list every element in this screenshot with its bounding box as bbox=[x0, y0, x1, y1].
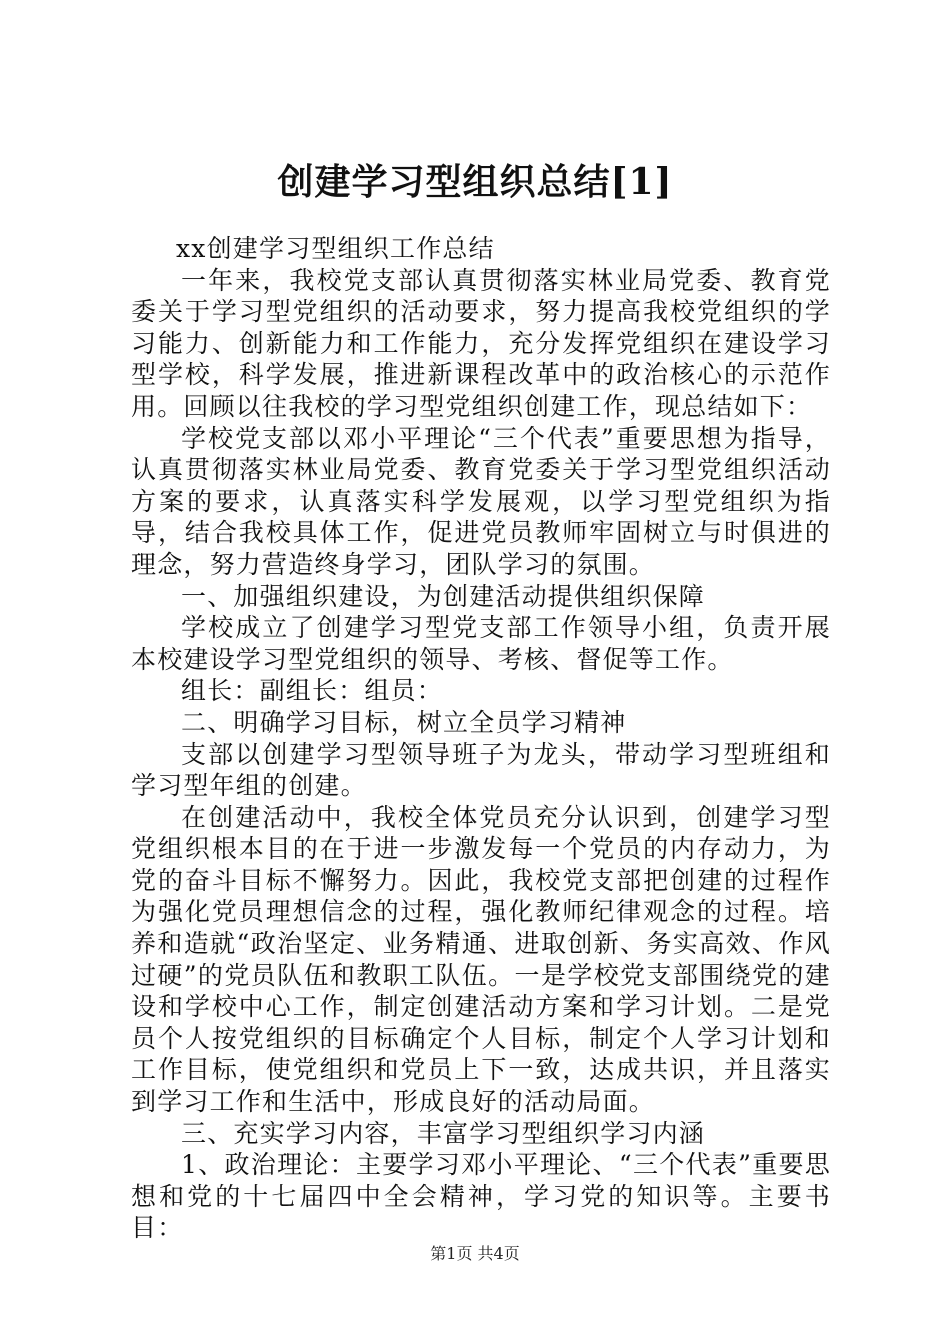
paragraph-branch-lead: 支部以创建学习型领导班子为龙头，带动学习型班组和学习型年组的创建。 bbox=[131, 739, 831, 801]
paragraph-activity: 在创建活动中，我校全体党员充分认识到，创建学习型党组织根本目的在于进一步激发每一个党员的内存动力，为党的奋斗目标不懈努力。因此，我校党支部把创建的过程作为强化党员理想信念的过程，强化教师纪律观念的过程。培养和造就“政治坚定、业务精通、进取创新、务实高效、作风过硬”的党员队伍和教职工队伍。一是学校党支部围绕党的建设和学校中心工作，制定创建活动方案和学习计划。二是党员个人按党组织的目标确定个人目标，制定个人学习计划和工作目标，使党组织和党员上下一致，达成共识，并且落实到学习工作和生活中，形成良好的活动局面。 bbox=[131, 802, 831, 1117]
paragraph-intro: 一年来，我校党支部认真贯彻落实林业局党委、教育党委关于学习型党组织的活动要求，努力提高我校党组织的学习能力、创新能力和工作能力，充分发挥党组织在建设学习型学校，科学发展，推进新课程改革中的政治核心的示范作用。回顾以往我校的学习型党组织创建工作，现总结如下： bbox=[131, 265, 831, 421]
page-number: 第1页 共4页 bbox=[430, 1244, 520, 1263]
paragraph-political-theory: 1、政治理论：主要学习邓小平理论、“三个代表”重要思想和党的十七届四中全会精神，学习党的知识等。主要书目： bbox=[131, 1150, 831, 1243]
document-subtitle: xx创建学习型组织工作总结 bbox=[176, 234, 495, 263]
document-title: 创建学习型组织总结[1] bbox=[277, 161, 673, 203]
document-body bbox=[131, 233, 831, 1244]
section-heading-1: 一、加强组织建设，为创建活动提供组织保障 bbox=[181, 581, 706, 611]
section-heading-2: 二、明确学习目标，树立全员学习精神 bbox=[181, 707, 627, 737]
section-heading-3: 三、充实学习内容，丰富学习型组织学习内涵 bbox=[181, 1118, 706, 1148]
paragraph-leadership-group: 学校成立了创建学习型党支部工作领导小组，负责开展本校建设学习型党组织的领导、考核、督促等工作。 bbox=[131, 613, 831, 674]
paragraph-members: 组长：副组长：组员： bbox=[181, 676, 444, 706]
paragraph-guidance: 学校党支部以邓小平理论“三个代表”重要思想为指导，认真贯彻落实林业局党委、教育党委关于学习型党组织活动方案的要求，认真落实科学发展观，以学习型党组织为指导，结合我校具体工作，促进党员教师牢固树立与时俱进的理念，努力营造终身学习，团队学习的氛围。 bbox=[131, 423, 831, 579]
